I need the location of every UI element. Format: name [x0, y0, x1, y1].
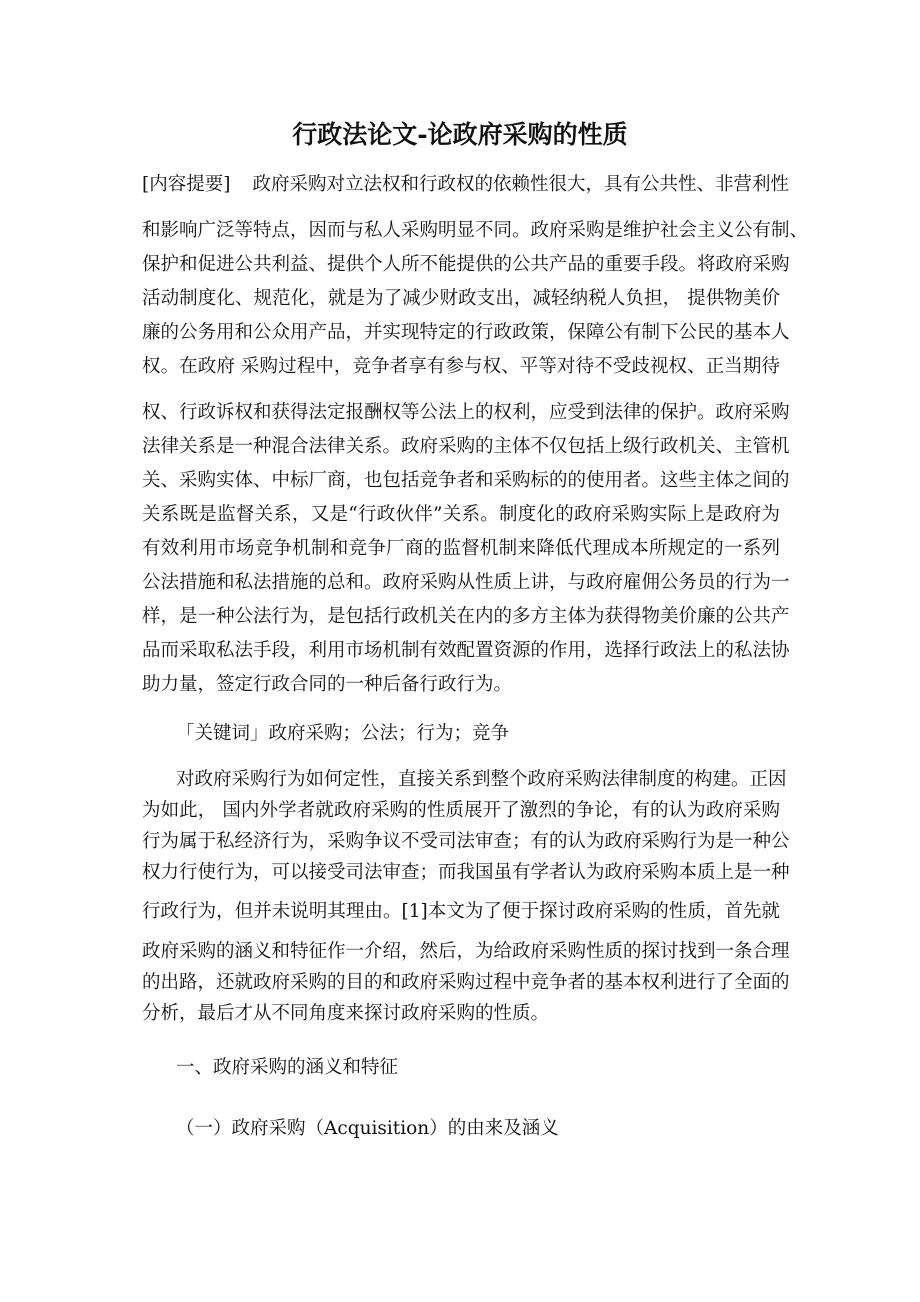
abstract-line: 样，是一种公法行为，是包括行政机关在内的多方主体为获得物美价廉的公共产 — [142, 606, 790, 627]
section-heading: 一、政府采购的涵义和特征 — [176, 1057, 399, 1078]
abstract-line: 助力量，签定行政合同的一种后备行政行为。 — [142, 674, 513, 695]
abstract-line: 政府采购对立法权和行政权的依赖性很大，具有公共性、非营利性 — [252, 174, 789, 195]
intro-line: 的出路，还就政府采购的目的和政府采购过程中竞争者的基本权利进行了全面的 — [142, 972, 790, 993]
abstract-line: 廉的公务用和公众用产品，并实现特定的行政政策，保障公有制下公民的基本人 — [142, 322, 790, 343]
abstract-label: [内容提要] — [142, 174, 231, 195]
intro-line: 行为属于私经济行为，采购争议不受司法审查；有的认为政府采购行为是一种公 — [142, 831, 790, 852]
abstract-line: 权。在政府 采购过程中，竞争者享有参与权、平等对待不受歧视权、正当期待 — [142, 356, 780, 377]
intro-line: 分析，最后才从不同角度来探讨政府采购的性质。 — [142, 1003, 550, 1024]
abstract-line: 保护和促进公共利益、提供个人所不能提供的公共产品的重要手段。将政府采购 — [142, 254, 790, 275]
abstract-line: 公法措施和私法措施的总和。政府采购从性质上讲，与政府雇佣公务员的行为一 — [142, 572, 790, 593]
document-title: 行政法论文-论政府采购的性质 — [292, 120, 628, 149]
subsection-heading: （一）政府采购（Acquisition）的由来及涵义 — [176, 1118, 559, 1139]
abstract-line: 关、采购实体、中标厂商，也包括竞争者和采购标的的使用者。这些主体之间的 — [142, 470, 790, 491]
abstract-line: 和影响广泛等特点，因而与私人采购明显不同。政府采购是维护社会主义公有制、 — [142, 220, 809, 241]
abstract-line: 法律关系是一种混合法律关系。政府采购的主体不仅包括上级行政机关、主管机 — [142, 436, 790, 457]
abstract-line: 关系既是监督关系，又是“行政伙伴”关系。制度化的政府采购实际上是政府为 — [142, 504, 780, 525]
abstract-first-line — [142, 173, 789, 197]
intro-line: 为如此， 国内外学者就政府采购的性质展开了激烈的争论，有的认为政府采购 — [142, 800, 780, 821]
intro-line: 行政行为，但并未说明其理由。[1]本文为了便于探讨政府采购的性质，首先就 — [142, 901, 780, 922]
abstract-line: 有效利用市场竞争机制和竞争厂商的监督机制来降低代理成本所规定的一系列 — [142, 538, 780, 559]
abstract-line: 权、行政诉权和获得法定报酬权等公法上的权利，应受到法律的保护。政府采购 — [142, 402, 790, 423]
intro-line: 对政府采购行为如何定性，直接关系到整个政府采购法律制度的构建。正因 — [176, 769, 787, 790]
intro-line: 权力行使行为，可以接受司法审查；而我国虽有学者认为政府采购本质上是一种 — [142, 862, 790, 883]
keywords: 「关键词」政府采购；公法；行为；竞争 — [176, 723, 510, 744]
intro-line: 政府采购的涵义和特征作一介绍，然后，为给政府采购性质的探讨找到一条合理 — [142, 941, 790, 962]
abstract-line: 活动制度化、规范化，就是为了减少财政支出，减轻纳税人负担， 提供物美价 — [142, 288, 780, 309]
abstract-line: 品而采取私法手段，利用市场机制有效配置资源的作用，选择行政法上的私法协 — [142, 640, 790, 661]
